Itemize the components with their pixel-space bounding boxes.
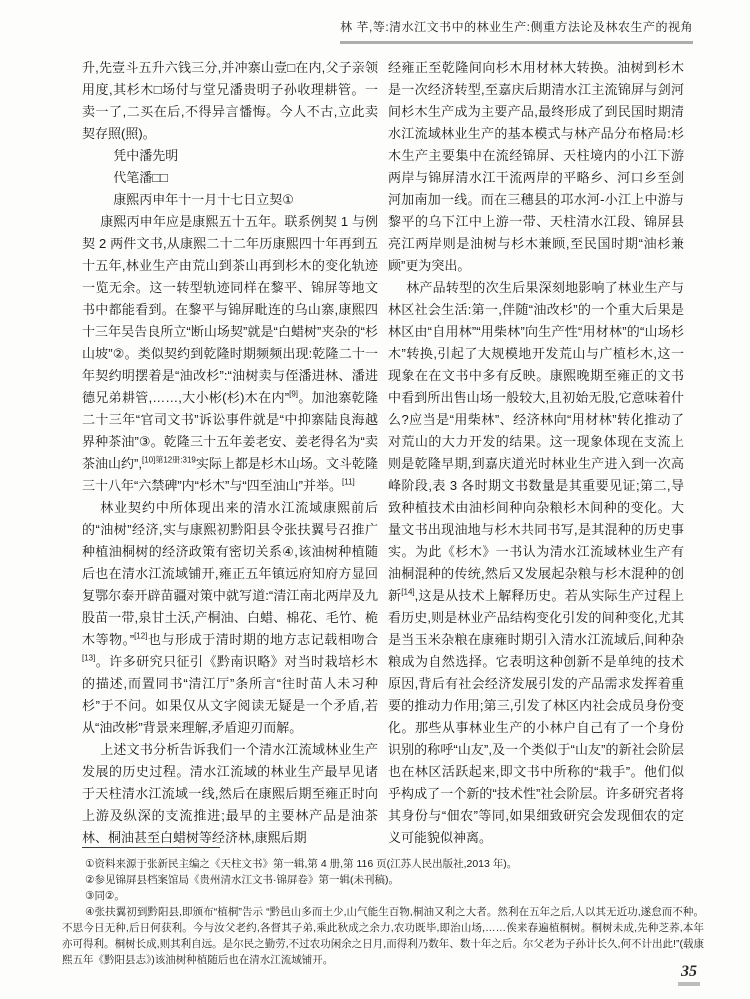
paragraph-oil-tree-economy: 林业契约中所体现出来的清水江流域康熙前后的“油树”经济,实与康熙初黔阳县令张扶翼号召推广种植油桐树的经济政策有密切关系④,该油树种植随后也在清水江流域铺开,雍正五年镇远府知府方显回复鄂尔泰开辟苗疆对策中就写道:“清江南北两岸及九股苗一带,泉甘土沃,产桐油、白蜡、棉花、毛竹、桅木等物。”[12]也与形成于清时期的地方志记载相吻合[13]。许多研究只征引《黔南识略》对当时栽培杉木的描述,而置同书“清江厅”条所言“往时苗人未习种杉”于不问。如果仅从文字阅读无疑是一个矛盾,若从“油改彬”背景来理解,矛盾迎刃而解。 — [82, 500, 378, 735]
paragraph-history-continued: 经雍正至乾隆间向杉木用材林大转换。油树到杉木是一次经济转型,至嘉庆后期清水江主流锦屏与剑河间杉木生产成为主要产品,最终形成了到民国时期清水江流域林业生产的基本模式与林产品分布格局:杉木生产主要集中在流经锦屏、天柱境内的小江下游两岸与锦屏清水江干流两岸的平略乡、河口乡至剑河加南加一线。而在三穗县的邛水河-小江上中游与黎平的乌下江中上游一带、天柱清水江段、锦屏县亮江两岸则是油树与杉木兼顾,至民国时期“油杉兼顾”更为突出。 — [388, 60, 684, 273]
page-number: 35 — [678, 963, 700, 986]
paragraph-kangxi-analysis: 康熙丙申年应是康熙五十五年。联系例契 1 与例契 2 两件文书,从康熙二十二年历康熙四十年再到五十五年,林业生产由荒山到茶山再到杉木的变化轨迹一览无余。这一转型轨迹同样在黎平、锦屏等地文书中都能看到。在黎平与锦屏毗连的乌山寨,康熙四十三年吴告良所立“断山场契”就是“白蜡树”夹杂的“杉山坡”②。类似契约到乾隆时期频频出现:乾隆二十一年契约明摆着是“油改杉”:“油树卖与侄潘进林、潘进德兄弟耕管,……,大小彬(杉)木在内”[9]。加池寨乾隆二十三年“官司文书”诉讼事件就是“中抑寨陆良海越界种茶油”③。乾隆三十五年姜老安、姜老得名为“卖茶油山约”,$^{[10]第12册:319}$实际上都是杉木山场。文斗乾隆三十八年“六禁碑”内“杉木”与“四至油山”并举。[11] — [82, 214, 378, 493]
footnote-1: ①资料来源于张新民主编之《天柱文书》第一辑,第 4 册,第 116 页(江苏人民出版社,2013 年)。 — [85, 858, 518, 870]
paragraph-history-start: 上述文书分析告诉我们一个清水江流域林业生产发展的历史过程。清水江流域的林业生产最早见诸于天柱清水江流域一线,然后在康熙后期至雍正时向上游及纵深的支流推进;最早的主要林产品是油茶林、桐油甚至白蜡树等经济林,康熙后期 — [82, 742, 378, 845]
column-left — [82, 57, 378, 845]
contract-quote — [82, 57, 378, 211]
footnote-4: ④张扶翼初到黔阳县,即颁布“植桐”告示 “黔邑山多而土少,山气能生百物,桐油又利之大者。然利在五年之后,人以其无近功,遂怠而不种。不思今日无种,后日何获利。今与汝父老约,各督其子弟,乘此秋成之余力,农功既毕,即治山场,……俟来春遍植桐树。桐树未成,先种芝荞,本年亦可得利。桐树长成,则其利自远。是尔民之勤劳,不过农功闲余之日月,而得利乃数年、数十年之后。尔父老为子孙计长久,何不计出此!”(载康熙五年《黔阳县志》)该油树种植随后也在清水江流域铺开。 — [62, 906, 704, 966]
quote-scribe-line: 代笔潘□□ — [113, 170, 168, 185]
footnote-separator-rule — [82, 847, 220, 848]
paragraph-consequences: 林产品转型的次生后果深刻地影响了林业生产与林区社会生活:第一,伴随“油改杉”的一个重大后果是林区由“自用林”“用柴林”向生产性“用材林”的“山场杉木”转换,引起了大规模地开发荒山与广植杉木,这一现象在在文书中多有反映。康熙晚期至雍正的文书中看到所出售山场一般较大,且初始无股,它意味着什么?应当是“用柴林”、经济林向“用材林”转化推动了对荒山的大力开发的结果。这一现象体现在支流上则是乾隆早期,到嘉庆道光时林业生产进入到一次高峰阶段,表 3 各时期文书数量是其重要见证;第二,导致种植技术由油杉间种向杂粮杉木间种的变化。大量文书出现油地与杉木共同书写,是其混种的历史事实。为此《杉木》一书认为清水江流域林业生产有油桐混种的传统,然后又发展起杂粮与杉木混种的创新[14],这是从技术上解释历史。若从实际生产过程上看历史,则是林业产品结构变化引发的间种变化,尤其是当玉米杂粮在康雍时期引入清水江流域后,间种杂粮成为自然选择。它表明这种创新不是单纯的技术原因,背后有社会经济发展引发的产品需求发挥着重要的推动力作用;第三,引发了林区内社会成员身份变化。那些从事林业生产的小林户自己有了一个身份识别的称呼“山友”,及一个类似于“山友”的新社会阶层也在林区活跃起来,即文书中所称的“栽手”。他们似乎构成了一个新的“技术性”社会阶层。许多研究者将其身份与“佃农”等同,如果细致研究会发现佃农的定义可能貌似神离。 — [388, 280, 684, 845]
running-head: 林 芊,等:清水江文书中的林业生产:侧重方法论及林农生产的视角 — [340, 18, 693, 44]
quote-witness-line: 凭中潘先明 — [113, 148, 179, 163]
quote-body: 升,先壹斗五升六钱三分,并冲寨山壹□在内,父子亲领用度,其杉木□场付与堂兄潘贵明子孙收理耕管。一卖一了,二买在后,不得异言憣悔。今人不古,立此卖契存照(照)。 — [82, 60, 378, 141]
footnote-3: ③同②。 — [85, 890, 125, 902]
quote-date-line: 康熙丙申年十一月十七日立契① — [113, 192, 294, 207]
footnotes-block — [62, 856, 704, 968]
footnote-2: ②参见锦屏县档案馆局《贵州清水江文书·锦屏卷》第一辑(未刊稿)。 — [85, 874, 399, 886]
column-right — [388, 57, 684, 845]
